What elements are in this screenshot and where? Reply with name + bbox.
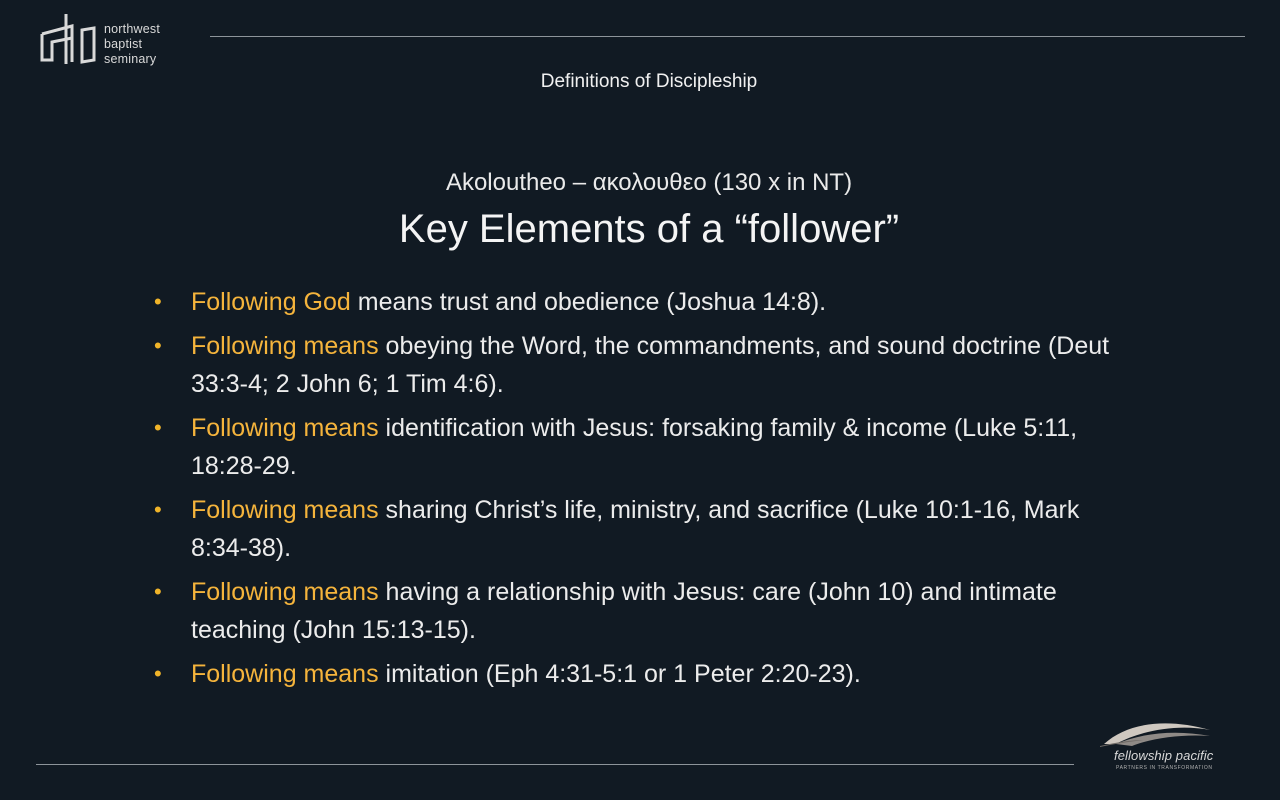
- bullet-text: sharing Christ’s life, ministry, and sacrifice (Luke 10:1-16, Mark 8:34-38).: [191, 496, 1080, 562]
- bullet-item: [154, 283, 1114, 321]
- bullet-text: obeying the Word, the commandments, and sound doctrine (Deut 33:3-4; 2 John 6; 1 Tim 4:6).: [191, 332, 1110, 398]
- bullet-text: having a relationship with Jesus: care (John 10) and intimate teaching (John 15:13-15).: [191, 578, 1057, 644]
- bullet-glyph: •: [154, 579, 162, 604]
- bullet-text: imitation (Eph 4:31-5:1 or 1 Peter 2:20-23).: [378, 660, 861, 688]
- header-title: Definitions of Discipleship: [540, 71, 758, 92]
- seminary-logo-text: [104, 22, 160, 67]
- fellowship-pacific-name: fellowship pacific: [1114, 748, 1214, 763]
- slide-subtitle: Akoloutheo – ακολουθεο (130 x in NT): [445, 169, 853, 196]
- seminary-logo: [38, 12, 208, 74]
- bullet-item: [154, 409, 1114, 485]
- fellowship-pacific-logo: [1098, 716, 1223, 771]
- bullet-text: means trust and obedience (Joshua 14:8).: [350, 288, 827, 316]
- bullet-list: [154, 283, 1114, 699]
- top-divider: [210, 36, 1245, 37]
- bullet-item: [154, 491, 1114, 567]
- fellowship-pacific-tagline: PARTNERS IN TRANSFORMATION: [1116, 765, 1213, 771]
- bullet-glyph: •: [154, 661, 162, 686]
- bullet-glyph: •: [154, 333, 162, 358]
- bottom-divider: [36, 764, 1074, 765]
- bullet-highlight: Following God: [191, 288, 351, 316]
- bullet-item: [154, 327, 1114, 403]
- slide-heading: Key Elements of a “follower”: [398, 207, 900, 251]
- fellowship-pacific-logo-icon: [1098, 716, 1223, 748]
- bullet-glyph: •: [154, 497, 162, 522]
- bullet-highlight: Following means: [191, 332, 379, 360]
- bullet-highlight: Following means: [191, 578, 379, 606]
- bullet-glyph: •: [154, 289, 162, 314]
- logo-line-2: baptist: [104, 37, 143, 51]
- logo-line-3: seminary: [104, 52, 157, 66]
- bullet-item: [154, 655, 1114, 693]
- bullet-glyph: •: [154, 415, 162, 440]
- bullet-highlight: Following means: [191, 496, 379, 524]
- bullet-highlight: Following means: [191, 414, 379, 442]
- seminary-logo-icon: [38, 12, 102, 68]
- bullet-item: [154, 573, 1114, 649]
- logo-line-1: northwest: [104, 22, 160, 36]
- bullet-text: identification with Jesus: forsaking family & income (Luke 5:11, 18:28-29.: [191, 414, 1078, 480]
- bullet-highlight: Following means: [191, 660, 379, 688]
